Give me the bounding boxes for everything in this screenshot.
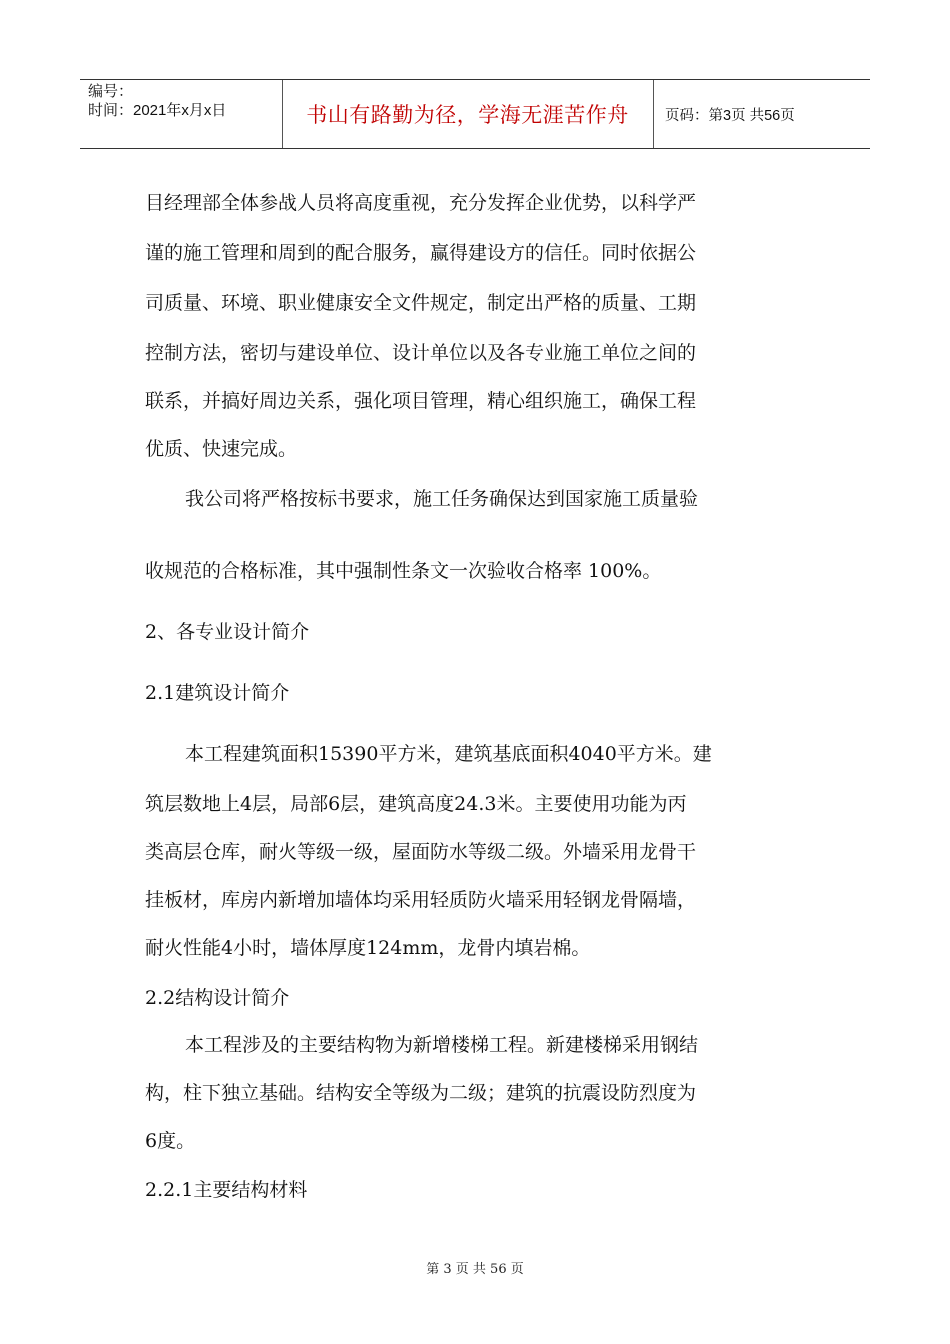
- subsection-heading: 2.2.1主要结构材料: [145, 1179, 308, 1201]
- text-line: 目经理部全体参战人员将高度重视，充分发挥企业优势，以科学严: [145, 192, 697, 214]
- text-line: 联系，并搞好周边关系，强化项目管理，精心组织施工，确保工程: [145, 390, 697, 412]
- text-line: 司质量、环境、职业健康安全文件规定，制定出严格的质量、工期: [145, 292, 697, 314]
- text-line: 挂板材，库房内新增加墙体均采用轻质防火墙采用轻钢龙骨隔墙，: [145, 889, 697, 911]
- text-line: 类高层仓库，耐火等级一级，屋面防水等级二级。外墙采用龙骨干: [145, 841, 697, 863]
- text-line: 本工程涉及的主要结构物为新增楼梯工程。新建楼梯采用钢结: [185, 1034, 699, 1056]
- text-line: 谨的施工管理和周到的配合服务，赢得建设方的信任。同时依据公: [145, 242, 697, 264]
- text-line: 耐火性能4小时，墙体厚度124mm，龙骨内填岩棉。: [145, 937, 591, 959]
- text-line: 本工程建筑面积15390平方米，建筑基底面积4040平方米。建: [185, 743, 712, 765]
- subsection-heading: 2.2结构设计简介: [145, 987, 290, 1009]
- header-page-info: 页码：第3页 共56页: [665, 108, 795, 124]
- text-line: 控制方法，密切与建设单位、设计单位以及各专业施工单位之间的: [145, 342, 697, 364]
- subsection-heading: 2.1建筑设计简介: [145, 682, 290, 704]
- section-heading: 2、各专业设计简介: [145, 621, 310, 643]
- page-footer: 第 3 页 共 56 页: [426, 1262, 524, 1277]
- text-line: 我公司将严格按标书要求，施工任务确保达到国家施工质量验: [185, 488, 699, 510]
- document-body: [145, 0, 813, 1240]
- text-line: 6度。: [145, 1130, 196, 1152]
- text-line: 筑层数地上4层，局部6层，建筑高度24.3米。主要使用功能为丙: [145, 793, 687, 815]
- serial-label: 编号：: [88, 83, 134, 100]
- text-line: 构，柱下独立基础。结构安全等级为二级；建筑的抗震设防烈度为: [145, 1082, 697, 1104]
- time-label: 时间：2021年x月x日: [88, 102, 227, 119]
- text-line: 优质、快速完成。: [145, 438, 298, 460]
- text-line: 收规范的合格标准，其中强制性条文一次验收合格率 100%。: [145, 560, 662, 582]
- header-slogan: 书山有路勤为径，学海无涯苦作舟: [306, 103, 629, 127]
